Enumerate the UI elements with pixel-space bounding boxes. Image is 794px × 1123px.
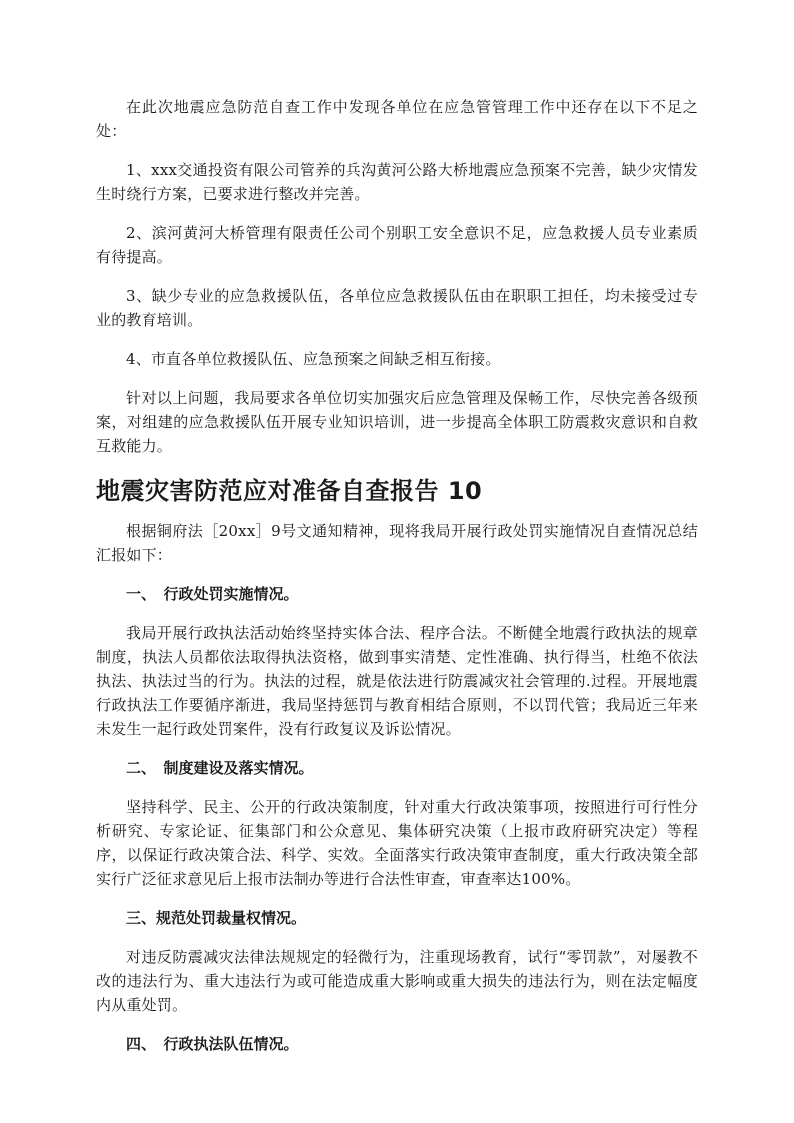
paragraph-measures: 针对以上问题，我局要求各单位切实加强灾后应急管理及保畅工作，尽快完善各级预案，对组建的应急救援队伍开展专业知识培训，进一步提高全体职工防震救灾意识和自救互救能力。 (96, 389, 698, 455)
document-page (96, 0, 698, 1056)
section-body-3: 对违反防震减灾法律法规规定的轻微行为，注重现场教育，试行“零罚款”，对屡教不改的违法行为、重大违法行为或可能造成重大影响或重大损失的违法行为，则在法定幅度内从重处罚。 (96, 948, 698, 1014)
page-title: 地震灾害防范应对准备自查报告 10 (96, 477, 483, 505)
paragraph-item-2: 2、滨河黄河大桥管理有限责任公司个别职工安全意识不足，应急救援人员专业素质有待提高。 (96, 224, 698, 266)
section-heading-1: 一、 行政处罚实施情况。 (126, 585, 299, 603)
section-heading-4: 四、 行政执法队伍情况。 (126, 1035, 299, 1053)
section-body-1: 我局开展行政执法活动始终坚持实体合法、程序合法。不断健全地震行政执法的规章制度，执法人员都依法取得执法资格，做到事实清楚、定性准确、执行得当，杜绝不依法执法、执法过当的行为。执法的过程，就是依法进行防震减灾社会管理的.过程。开展地震行政执法工作要循序渐进，我局坚持惩罚与教育相结合原则，不以罚代管；我局近三年来未发生一起行政处罚案件，没有行政复议及诉讼情况。 (96, 624, 698, 738)
paragraph-shortcomings-intro: 在此次地震应急防范自查工作中发现各单位在应急管管理工作中还存在以下不足之处： (96, 98, 698, 140)
section-heading-3: 三、规范处罚裁量权情况。 (126, 909, 307, 927)
paragraph-item-4: 4、市直各单位救援队伍、应急预案之间缺乏相互衔接。 (126, 350, 501, 368)
paragraph-item-1: 1、xxx交通投资有限公司管养的兵沟黄河公路大桥地震应急预案不完善，缺少灾情发生时绕行方案，已要求进行整改并完善。 (96, 161, 698, 203)
paragraph-report-intro: 根据铜府法［20xx］9号文通知精神，现将我局开展行政处罚实施情况自查情况总结汇报如下： (96, 522, 698, 564)
section-body-2: 坚持科学、民主、公开的行政决策制度，针对重大行政决策事项，按照进行可行性分析研究、专家论证、征集部门和公众意见、集体研究决策（上报市政府研究决定）等程序，以保证行政决策合法、科学、实效。全面落实行政决策审查制度，重大行政决策全部实行广泛征求意见后上报市法制办等进行合法性审查，审查率达100%。 (96, 798, 698, 888)
paragraph-item-3: 3、缺少专业的应急救援队伍，各单位应急救援队伍由在职职工担任，均未接受过专业的教育培训。 (96, 287, 698, 329)
section-heading-2: 二、 制度建设及落实情况。 (126, 759, 314, 777)
